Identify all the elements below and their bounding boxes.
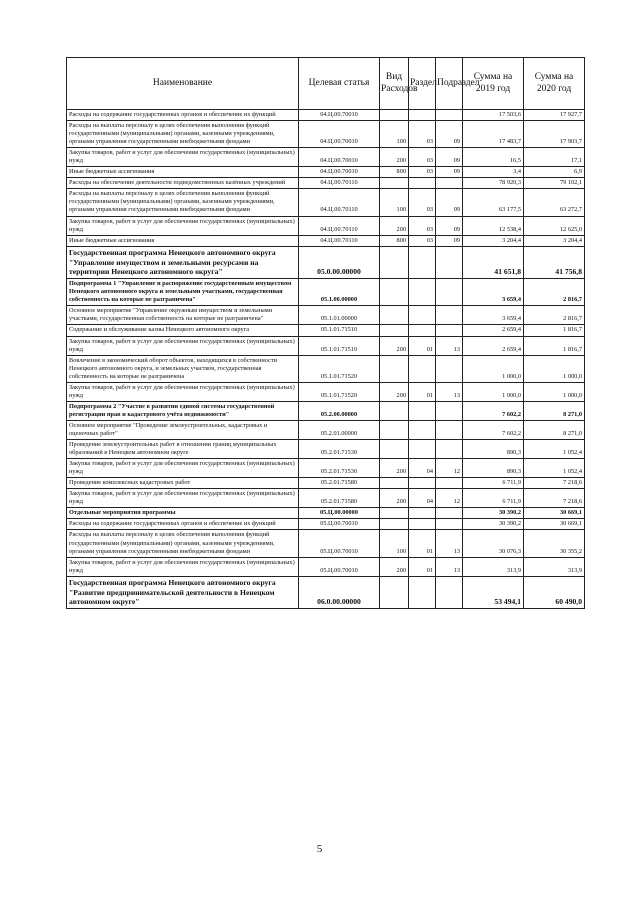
- row-sum-2019: 3,4: [463, 167, 524, 178]
- row-sum-2020: 30 669,1: [524, 519, 585, 530]
- header-row: [67, 58, 585, 110]
- row-sum-2019: 17 503,6: [463, 110, 524, 121]
- row-section: 04: [409, 459, 436, 478]
- row-target-article: 06.0.00.00000: [299, 576, 380, 609]
- row-sum-2019: 1 000,0: [463, 355, 524, 382]
- table-row: [67, 576, 585, 609]
- document-page: [66, 57, 584, 609]
- row-name: Вовлечение в экономический оборот объектов, находящихся в собственности Ненецкого автономного округа, и земельных участков, государственная собственность на которые не разграничена: [67, 355, 299, 382]
- budget-table: [66, 57, 585, 609]
- table-row: [67, 178, 585, 189]
- row-name: Подпрограмма 1 "Управление и распоряжение государственным имуществом Ненецкого автономного округа и земельными участками, государственная собственность на которые не разграничена": [67, 279, 299, 306]
- row-target-article: 05.1.01.71510: [299, 336, 380, 355]
- row-subsection: 09: [436, 235, 463, 246]
- row-name: Проведение комплексных кадастровых работ: [67, 478, 299, 489]
- row-sum-2019: 41 651,8: [463, 246, 524, 279]
- row-sum-2019: 3 204,4: [463, 235, 524, 246]
- row-sum-2020: 2 816,7: [524, 306, 585, 325]
- row-section: 01: [409, 382, 436, 401]
- table-body: [67, 110, 585, 609]
- row-name: Отдельные мероприятия программы: [67, 508, 299, 519]
- row-subsection: [436, 519, 463, 530]
- row-subsection: [436, 246, 463, 279]
- row-sum-2020: 17 903,7: [524, 121, 585, 148]
- row-subsection: [436, 355, 463, 382]
- row-name: Закупка товаров, работ и услуг для обеспечения государственных (муниципальных) нужд: [67, 148, 299, 167]
- row-sum-2020: 30 669,1: [524, 508, 585, 519]
- row-sum-2020: 8 271,0: [524, 401, 585, 420]
- row-expense-type: [380, 478, 409, 489]
- row-section: [409, 576, 436, 609]
- row-sum-2020: 1 816,7: [524, 325, 585, 336]
- row-name: Закупка товаров, работ и услуг для обеспечения государственных (муниципальных) нужд: [67, 459, 299, 478]
- row-expense-type: [380, 401, 409, 420]
- table-row: [67, 325, 585, 336]
- table-row: [67, 235, 585, 246]
- row-section: [409, 440, 436, 459]
- row-sum-2019: 30 390,2: [463, 519, 524, 530]
- row-expense-type: [380, 246, 409, 279]
- row-target-article: 04.Ц.00.70010: [299, 148, 380, 167]
- row-expense-type: 200: [380, 336, 409, 355]
- row-subsection: [436, 420, 463, 439]
- row-sum-2020: 17,1: [524, 148, 585, 167]
- row-sum-2019: 7 602,2: [463, 401, 524, 420]
- row-name: Государственная программа Ненецкого автономного округа "Управление имуществом и земельными ресурсами на территории Ненецкого автономного округа": [67, 246, 299, 279]
- row-name: Содержание и обслуживание казны Ненецкого автономного округа: [67, 325, 299, 336]
- row-sum-2020: 7 218,6: [524, 478, 585, 489]
- row-expense-type: [380, 325, 409, 336]
- row-subsection: [436, 440, 463, 459]
- table-row: [67, 530, 585, 557]
- row-sum-2019: 16,5: [463, 148, 524, 167]
- row-target-article: 05.0.00.00000: [299, 246, 380, 279]
- row-target-article: 04.Ц.00.70110: [299, 235, 380, 246]
- row-target-article: 05.Ц.00.00000: [299, 508, 380, 519]
- row-expense-type: [380, 508, 409, 519]
- row-section: 01: [409, 530, 436, 557]
- row-sum-2019: 30 076,3: [463, 530, 524, 557]
- row-subsection: [436, 478, 463, 489]
- row-subsection: 12: [436, 489, 463, 508]
- row-target-article: 04.Ц.00.70010: [299, 167, 380, 178]
- table-row: [67, 336, 585, 355]
- row-sum-2019: 890,3: [463, 459, 524, 478]
- row-sum-2020: 60 490,0: [524, 576, 585, 609]
- row-expense-type: [380, 519, 409, 530]
- row-target-article: 05.2.01.00000: [299, 420, 380, 439]
- row-sum-2020: 3 204,4: [524, 235, 585, 246]
- row-section: 03: [409, 189, 436, 216]
- table-row: [67, 401, 585, 420]
- row-sum-2020: 12 625,0: [524, 216, 585, 235]
- row-sum-2019: 6 711,9: [463, 478, 524, 489]
- row-sum-2019: 17 483,7: [463, 121, 524, 148]
- row-expense-type: [380, 440, 409, 459]
- row-name: Иные бюджетные ассигнования: [67, 235, 299, 246]
- row-name: Подпрограмма 2 "Участие в развитии единой системы государственной регистрации прав и кадастрового учёта недвижимости": [67, 401, 299, 420]
- row-section: [409, 178, 436, 189]
- row-expense-type: 800: [380, 235, 409, 246]
- table-row: [67, 508, 585, 519]
- row-expense-type: [380, 355, 409, 382]
- row-section: [409, 246, 436, 279]
- header-section: Раздел: [409, 58, 436, 110]
- row-section: [409, 306, 436, 325]
- row-name: Закупка товаров, работ и услуг для обеспечения государственных (муниципальных) нужд: [67, 489, 299, 508]
- row-sum-2019: 313,9: [463, 557, 524, 576]
- row-sum-2020: 30 355,2: [524, 530, 585, 557]
- row-subsection: [436, 508, 463, 519]
- row-subsection: 13: [436, 336, 463, 355]
- table-row: [67, 279, 585, 306]
- row-name: Расходы на содержание государственных органов и обеспечение их функций: [67, 110, 299, 121]
- row-name: Расходы на выплаты персоналу в целях обеспечения выполнения функций государственными (муниципальными) органами, казенными учреждениями, органами управления государственными внебюджетными фондами: [67, 121, 299, 148]
- row-section: [409, 279, 436, 306]
- table-row: [67, 420, 585, 439]
- row-name: Расходы на содержание государственных органов и обеспечение их функций: [67, 519, 299, 530]
- table-row: [67, 382, 585, 401]
- row-section: 01: [409, 336, 436, 355]
- row-subsection: [436, 279, 463, 306]
- row-name: Закупка товаров, работ и услуг для обеспечения государственных (муниципальных) нужд: [67, 336, 299, 355]
- row-expense-type: 200: [380, 148, 409, 167]
- row-expense-type: 200: [380, 382, 409, 401]
- header-sum-2020: Сумма на 2020 год: [524, 58, 585, 110]
- row-expense-type: [380, 306, 409, 325]
- row-target-article: 05.2.00.00000: [299, 401, 380, 420]
- table-row: [67, 148, 585, 167]
- row-target-article: 05.1.01.00000: [299, 306, 380, 325]
- row-subsection: 09: [436, 189, 463, 216]
- row-name: Основное мероприятие "Управление окружным имуществом и земельными участками, государственная собственность на которые не разграничена": [67, 306, 299, 325]
- row-sum-2020: 6,9: [524, 167, 585, 178]
- table-row: [67, 519, 585, 530]
- page-number: 5: [316, 843, 323, 855]
- table-row: [67, 459, 585, 478]
- row-sum-2020: 1 052,4: [524, 440, 585, 459]
- row-expense-type: 100: [380, 189, 409, 216]
- row-target-article: 05.2.01.71580: [299, 478, 380, 489]
- row-subsection: [436, 110, 463, 121]
- row-expense-type: [380, 279, 409, 306]
- row-sum-2020: 1 000,0: [524, 382, 585, 401]
- table-row: [67, 355, 585, 382]
- row-subsection: 09: [436, 121, 463, 148]
- row-subsection: 13: [436, 530, 463, 557]
- row-target-article: 05.1.01.71520: [299, 355, 380, 382]
- row-sum-2020: 1 052,4: [524, 459, 585, 478]
- row-sum-2019: 6 711,9: [463, 489, 524, 508]
- row-expense-type: 800: [380, 167, 409, 178]
- row-name: Закупка товаров, работ и услуг для обеспечения государственных (муниципальных) нужд: [67, 382, 299, 401]
- row-subsection: 09: [436, 216, 463, 235]
- header-target-article: Целевая статья: [299, 58, 380, 110]
- table-row: [67, 246, 585, 279]
- row-section: [409, 420, 436, 439]
- row-target-article: 05.1.01.71510: [299, 325, 380, 336]
- row-subsection: 12: [436, 459, 463, 478]
- row-section: 03: [409, 148, 436, 167]
- row-expense-type: [380, 110, 409, 121]
- row-section: [409, 508, 436, 519]
- row-sum-2020: 2 816,7: [524, 279, 585, 306]
- table-row: [67, 110, 585, 121]
- row-expense-type: 100: [380, 121, 409, 148]
- row-section: [409, 110, 436, 121]
- table-row: [67, 167, 585, 178]
- row-section: 01: [409, 557, 436, 576]
- row-expense-type: [380, 420, 409, 439]
- row-name: Проведение землеустроительных работ в отношении границ муниципальных образований в Ненецком автономном округе: [67, 440, 299, 459]
- row-target-article: 05.2.01.71580: [299, 489, 380, 508]
- row-target-article: 05.Ц.00.70010: [299, 519, 380, 530]
- row-sum-2020: 17 927,7: [524, 110, 585, 121]
- row-section: 04: [409, 489, 436, 508]
- row-target-article: 05.2.01.71530: [299, 440, 380, 459]
- row-section: [409, 355, 436, 382]
- row-sum-2019: 3 659,4: [463, 279, 524, 306]
- row-section: 03: [409, 167, 436, 178]
- row-target-article: 04.Ц.00.70010: [299, 110, 380, 121]
- row-sum-2019: 3 659,4: [463, 306, 524, 325]
- header-expense-type: Вид Расходов: [380, 58, 409, 110]
- row-subsection: 13: [436, 557, 463, 576]
- header-subsection: Подраздел: [436, 58, 463, 110]
- row-sum-2020: 313,9: [524, 557, 585, 576]
- row-section: [409, 519, 436, 530]
- row-sum-2020: 7 218,6: [524, 489, 585, 508]
- row-sum-2019: 7 602,2: [463, 420, 524, 439]
- row-sum-2020: 41 756,8: [524, 246, 585, 279]
- row-sum-2019: 78 920,3: [463, 178, 524, 189]
- row-name: Расходы на обеспечение деятельности подведомственных казённых учреждений: [67, 178, 299, 189]
- row-expense-type: 200: [380, 557, 409, 576]
- header-name: Наименование: [67, 58, 299, 110]
- row-target-article: 05.Ц.00.70010: [299, 530, 380, 557]
- row-expense-type: [380, 576, 409, 609]
- row-section: [409, 401, 436, 420]
- row-name: Закупка товаров, работ и услуг для обеспечения государственных (муниципальных) нужд: [67, 216, 299, 235]
- row-section: [409, 325, 436, 336]
- row-name: Иные бюджетные ассигнования: [67, 167, 299, 178]
- row-sum-2019: 12 538,4: [463, 216, 524, 235]
- row-subsection: [436, 576, 463, 609]
- table-row: [67, 121, 585, 148]
- row-expense-type: 200: [380, 216, 409, 235]
- row-target-article: 05.2.01.71530: [299, 459, 380, 478]
- row-subsection: [436, 306, 463, 325]
- row-target-article: 04.Ц.00.70110: [299, 189, 380, 216]
- row-name: Закупка товаров, работ и услуг для обеспечения государственных (муниципальных) нужд: [67, 557, 299, 576]
- row-sum-2019: 2 659,4: [463, 336, 524, 355]
- row-target-article: 05.1.01.71520: [299, 382, 380, 401]
- row-subsection: 13: [436, 382, 463, 401]
- row-target-article: 04.Ц.00.70110: [299, 216, 380, 235]
- row-subsection: [436, 401, 463, 420]
- row-target-article: 04.Ц.00.70010: [299, 121, 380, 148]
- row-section: 03: [409, 235, 436, 246]
- row-name: Расходы на выплаты персоналу в целях обеспечения выполнения функций государственными (муниципальными) органами, казенными учреждениями, органами управления государственными внебюджетными фондами: [67, 530, 299, 557]
- row-name: Государственная программа Ненецкого автономного округа "Развитие предпринимательской деятельности в Ненецком автономном округе": [67, 576, 299, 609]
- row-subsection: [436, 178, 463, 189]
- row-target-article: 04.Ц.00.70110: [299, 178, 380, 189]
- row-target-article: 05.1.00.00000: [299, 279, 380, 306]
- row-subsection: [436, 325, 463, 336]
- row-expense-type: 200: [380, 489, 409, 508]
- row-sum-2019: 2 659,4: [463, 325, 524, 336]
- row-expense-type: 100: [380, 530, 409, 557]
- row-section: 03: [409, 121, 436, 148]
- row-section: 03: [409, 216, 436, 235]
- row-subsection: 09: [436, 167, 463, 178]
- table-row: [67, 189, 585, 216]
- row-sum-2019: 53 494,1: [463, 576, 524, 609]
- table-row: [67, 557, 585, 576]
- row-name: Основное мероприятие "Проведение землеустроительных, кадастровых и оценочных работ": [67, 420, 299, 439]
- table-row: [67, 216, 585, 235]
- row-expense-type: 200: [380, 459, 409, 478]
- row-sum-2019: 890,3: [463, 440, 524, 459]
- row-sum-2019: 1 000,0: [463, 382, 524, 401]
- row-subsection: 09: [436, 148, 463, 167]
- row-expense-type: [380, 178, 409, 189]
- row-target-article: 05.Ц.00.70010: [299, 557, 380, 576]
- row-sum-2020: 79 102,1: [524, 178, 585, 189]
- row-sum-2020: 63 272,7: [524, 189, 585, 216]
- table-row: [67, 306, 585, 325]
- table-row: [67, 478, 585, 489]
- row-sum-2019: 30 390,2: [463, 508, 524, 519]
- row-sum-2020: 8 271,0: [524, 420, 585, 439]
- table-row: [67, 440, 585, 459]
- row-name: Расходы на выплаты персоналу в целях обеспечения выполнения функций государственными (муниципальными) органами, казенными учреждениями, органами управления государственными внебюджетными фондами: [67, 189, 299, 216]
- row-sum-2020: 1 816,7: [524, 336, 585, 355]
- header-sum-2019: Сумма на 2019 год: [463, 58, 524, 110]
- table-row: [67, 489, 585, 508]
- row-sum-2020: 1 000,0: [524, 355, 585, 382]
- row-sum-2019: 63 177,5: [463, 189, 524, 216]
- row-section: [409, 478, 436, 489]
